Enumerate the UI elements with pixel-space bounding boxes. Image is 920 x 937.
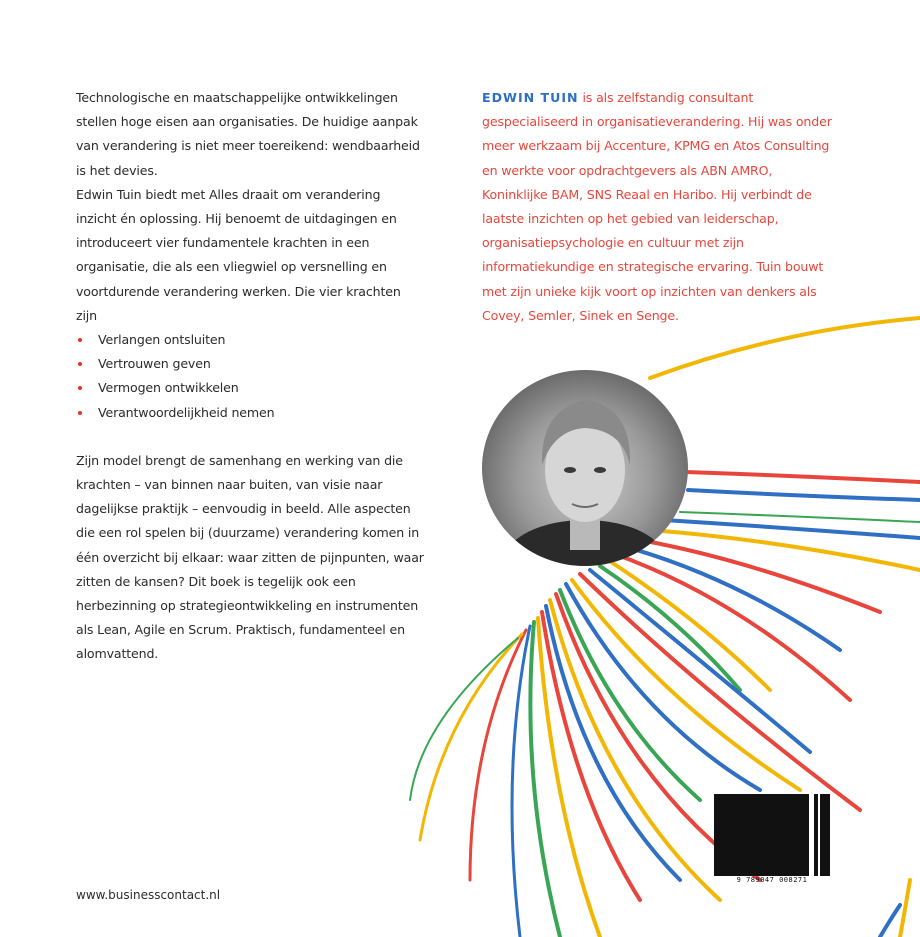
list-item: Verantwoordelijkheid nemen	[76, 401, 424, 425]
author-portrait	[482, 370, 688, 566]
decorative-arc-line	[880, 905, 900, 937]
decorative-arc-line	[688, 490, 920, 500]
decorative-arc-line	[470, 630, 526, 880]
list-item: Vermogen ontwikkelen	[76, 376, 424, 400]
intro-paragraph-3: Zijn model brengt de samenhang en werking van die krachten – van binnen naar buiten, van visie naar dagelijkse praktijk – eenvoudig in beeld. Alle aspecten die een rol spelen bij (duurzame) verandering komen in één overzicht bij elkaar: waar zitten de pijnpunten, waar zitten de kansen? Dit boek is tegelijk ook een herbezinning op strategieontwikkeling en instrumenten als Lean, Agile en Scrum. Praktisch, fundamenteel en alomvattend.	[76, 452, 424, 662]
forces-list	[76, 328, 424, 425]
author-name: EDWIN TUIN	[482, 90, 579, 105]
decorative-arc-line	[900, 880, 910, 937]
decorative-arc-line	[512, 626, 530, 937]
decorative-arc-line	[600, 566, 740, 690]
decorative-arc-line	[530, 622, 560, 937]
decorative-arc-line	[590, 570, 810, 752]
isbn-barcode	[714, 794, 830, 888]
author-bio-text: is als zelfstandig consultant gespecialiseerd in organisatieverandering. Hij was onder meer werkzaam bij Accenture, KPMG en Atos Consulting en werkte voor opdrachtgevers als ABN AMRO, Koninklijke BAM, SNS Reaal en Haribo. Hij verbindt de laatste inzichten op het gebied van leiderschap, organisatiepsychologie en cultuur met zijn informatiekundige en strategische ervaring. Tuin bouwt met zijn unieke kijk voort op inzichten van denkers als Covey, Semler, Sinek en Senge.	[482, 90, 832, 323]
decorative-arc-line	[680, 512, 920, 522]
decorative-arc-line	[420, 634, 522, 840]
publisher-website: www.businesscontact.nl	[76, 888, 221, 902]
intro-text-column	[76, 86, 424, 667]
decorative-arc-line	[620, 556, 850, 700]
intro-paragraph-2: Edwin Tuin biedt met Alles draait om verandering inzicht én oplossing. Hij benoemt de uitdagingen en introduceert vier fundamentele krachten in een organisatie, die als een vliegwiel op versnelling en voortdurende verandering werken. Die vier krachten zijn	[76, 186, 401, 323]
list-item: Verlangen ontsluiten	[76, 328, 424, 352]
decorative-arc-line	[686, 472, 920, 482]
portrait-illustration	[482, 370, 688, 566]
author-bio	[482, 86, 840, 328]
intro-paragraph-1: Technologische en maatschappelijke ontwikkelingen stellen hoge eisen aan organisaties. De huidige aanpak van verandering is niet meer toereikend: wendbaarheid is het devies.	[76, 90, 420, 178]
decorative-arc-line	[410, 638, 518, 800]
barcode-digits: 9 789047 008271	[736, 876, 808, 884]
list-item: Vertrouwen geven	[76, 352, 424, 376]
